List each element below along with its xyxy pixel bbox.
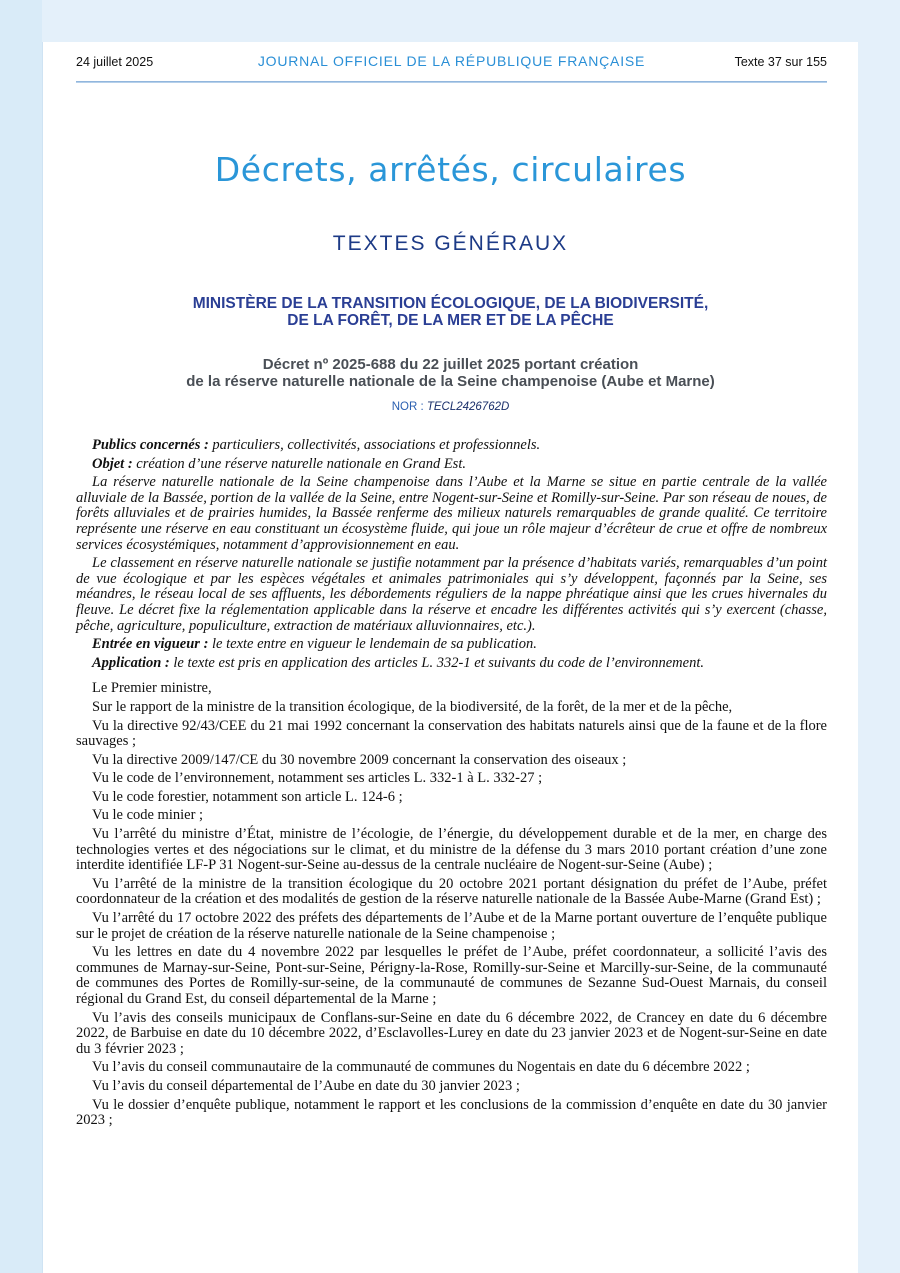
decree-title [43, 356, 858, 390]
summary-label: Application : [92, 654, 170, 671]
nor-reference [43, 401, 858, 413]
nor-code: TECL2426762D [426, 401, 510, 413]
ministry-heading [43, 295, 858, 329]
summary-label: Objet : [92, 455, 133, 472]
body-paragraph: Vu le code de l’environnement, notamment ses articles L. 332-1 à L. 332-27 ; [92, 770, 543, 787]
left-margin-band [0, 0, 42, 1273]
page-header [76, 50, 827, 80]
body-paragraph: Le Premier ministre, [92, 680, 212, 697]
body-paragraph: Vu l’avis des conseils municipaux de Conflans-sur-Seine en date du 6 décembre 2022, de Crancey en date du 6 décembre 2022, de Barbuise en date du 10 décembre 2022, d’Esclavolles-Lurey en date du 23 janvier 2023 et de Nogent-sur-Seine en date du 3 février 2023 ; [76, 1009, 827, 1057]
body-paragraph: Vu le code forestier, notamment son article L. 124-6 ; [92, 788, 403, 805]
body-paragraph: Vu l’arrêté du ministre d’État, ministre de l’écologie, de l’énergie, du développement durable et de la mer, en charge des technologies vertes et des négociations sur le climat, et du ministre de la défense du 3 mars 2010 portant création d’une zone interdite identifiée LF-P 31 Nogent-sur-Seine au-dessus de la centrale nucléaire de Nogent-sur-Seine (Aube) ; [76, 826, 827, 874]
body-paragraph: Vu l’avis du conseil communautaire de la communauté de communes du Nogentais en date du 6 décembre 2022 ; [92, 1059, 750, 1076]
summary-paragraph: La réserve naturelle nationale de la Seine champenoise dans l’Aube et la Marne se situe en partie centrale de la vallée alluviale de la Bassée, portion de la vallée de la Seine, entre Nogent-sur-Seine et Romilly-sur-Seine. Par son réseau de noues, de forêts alluviales et de prairies humides, la Bassée renferme des milieux naturels remarquables de grande qualité. Ce territoire représente une réserve en eau constituant un écosystème fluide, qui joue un rôle majeur d’écrêteur de crue et offre de nombreux services écosystémiques, notamment d’approvisionnement en eau. [76, 474, 827, 553]
summary-publics: Publics concernés : particuliers, collectivités, associations et professionnels. [92, 437, 541, 453]
body-paragraph: Sur le rapport de la ministre de la transition écologique, de la biodiversité, de la forêt, de la mer et de la pêche, [92, 698, 733, 715]
body-paragraph: Vu l’arrêté du 17 octobre 2022 des préfets des départements de l’Aube et de la Marne portant ouverture de l’enquête publique sur le projet de création de la réserve naturelle nationale de la Seine champenoise ; [76, 910, 827, 942]
decree-title-line-2: de la réserve naturelle nationale de la Seine champenoise (Aube et Marne) [186, 373, 715, 390]
nor-label: NOR : [391, 401, 427, 413]
body-paragraph: Vu l’avis du conseil départemental de l’Aube en date du 30 janvier 2023 ; [92, 1077, 520, 1094]
journal-title: JOURNAL OFFICIEL DE LA RÉPUBLIQUE FRANÇAISE [257, 53, 646, 69]
body-paragraph: Vu le code minier ; [92, 807, 204, 824]
text-counter: Texte 37 sur 155 [734, 55, 827, 69]
decree-title-line-1: Décret nº 2025-688 du 22 juillet 2025 portant création [262, 356, 639, 373]
body-paragraph: Vu les lettres en date du 4 novembre 2022 par lesquelles le préfet de l’Aube, préfet coordonnateur, a sollicité l’avis des communes de Marnay-sur-Seine, Pont-sur-Seine, Périgny-la-Rose, Romilly-sur-Seine et Marcilly-sur-Seine, de la communauté de communes des Portes de Romilly-sur-seine, de la communauté de communes de Sezanne Sud-Ouest Marnais, du conseil régional du Grand Est, du conseil départemental de la Marne ; [76, 944, 827, 1007]
section-title: TEXTES GÉNÉRAUX [332, 232, 569, 255]
ministry-line-2: DE LA FORÊT, DE LA MER ET DE LA PÊCHE [287, 312, 614, 329]
summary-label: Publics concernés : [92, 437, 209, 453]
summary-entree: Entrée en vigueur : le texte entre en vigueur le lendemain de sa publication. [92, 636, 537, 653]
body-paragraph: Vu l’arrêté de la ministre de la transition écologique du 20 octobre 2021 portant désignation du préfet de l’Aube, préfet coordonnateur de la création et des modalités de gestion de la réserve naturelle nationale de la Bassée Aube-Marne (Grand Est) ; [76, 875, 827, 908]
body-paragraph: Vu le dossier d’enquête publique, notamment le rapport et les conclusions de la commission d’enquête en date du 30 janvier 2023 ; [76, 1096, 827, 1129]
decree-body [76, 438, 827, 1132]
ministry-line-1: MINISTÈRE DE LA TRANSITION ÉCOLOGIQUE, DE LA BIODIVERSITÉ, [192, 295, 709, 312]
summary-objet: Objet : création d’une réserve naturelle nationale en Grand Est. [92, 455, 466, 472]
main-title: Décrets, arrêtés, circulaires [214, 150, 687, 189]
body-paragraph: Vu la directive 2009/147/CE du 30 novembre 2009 concernant la conservation des oiseaux ; [92, 751, 627, 768]
document-page [42, 42, 858, 1273]
header-divider [76, 81, 827, 83]
summary-paragraph: Le classement en réserve naturelle nationale se justifie notamment par la présence d’habitats variés, remarquables d’un point de vue écologique et par les espèces végétales et animales patrimoniales qui s’y développent, façonnés par la Seine, ses méandres, le réseau local de ses affluents, les débordements réguliers de la nappe phréatique ainsi que les crues hivernales du fleuve. Le décret fixe la réglementation applicable dans la réserve et encadre les différentes activités qui s’y exercent (chasse, pêche, agriculture, populiculture, extraction de matériaux alluvionnaires, etc.). [76, 555, 827, 634]
summary-label: Entrée en vigueur : [92, 636, 209, 653]
publication-date: 24 juillet 2025 [76, 55, 154, 69]
summary-application: Application : le texte est pris en application des articles L. 332-1 et suivants du code de l’environnement. [92, 654, 704, 671]
body-paragraph: Vu la directive 92/43/CEE du 21 mai 1992 concernant la conservation des habitats naturels ainsi que de la faune et de la flore sauvages ; [76, 717, 827, 750]
